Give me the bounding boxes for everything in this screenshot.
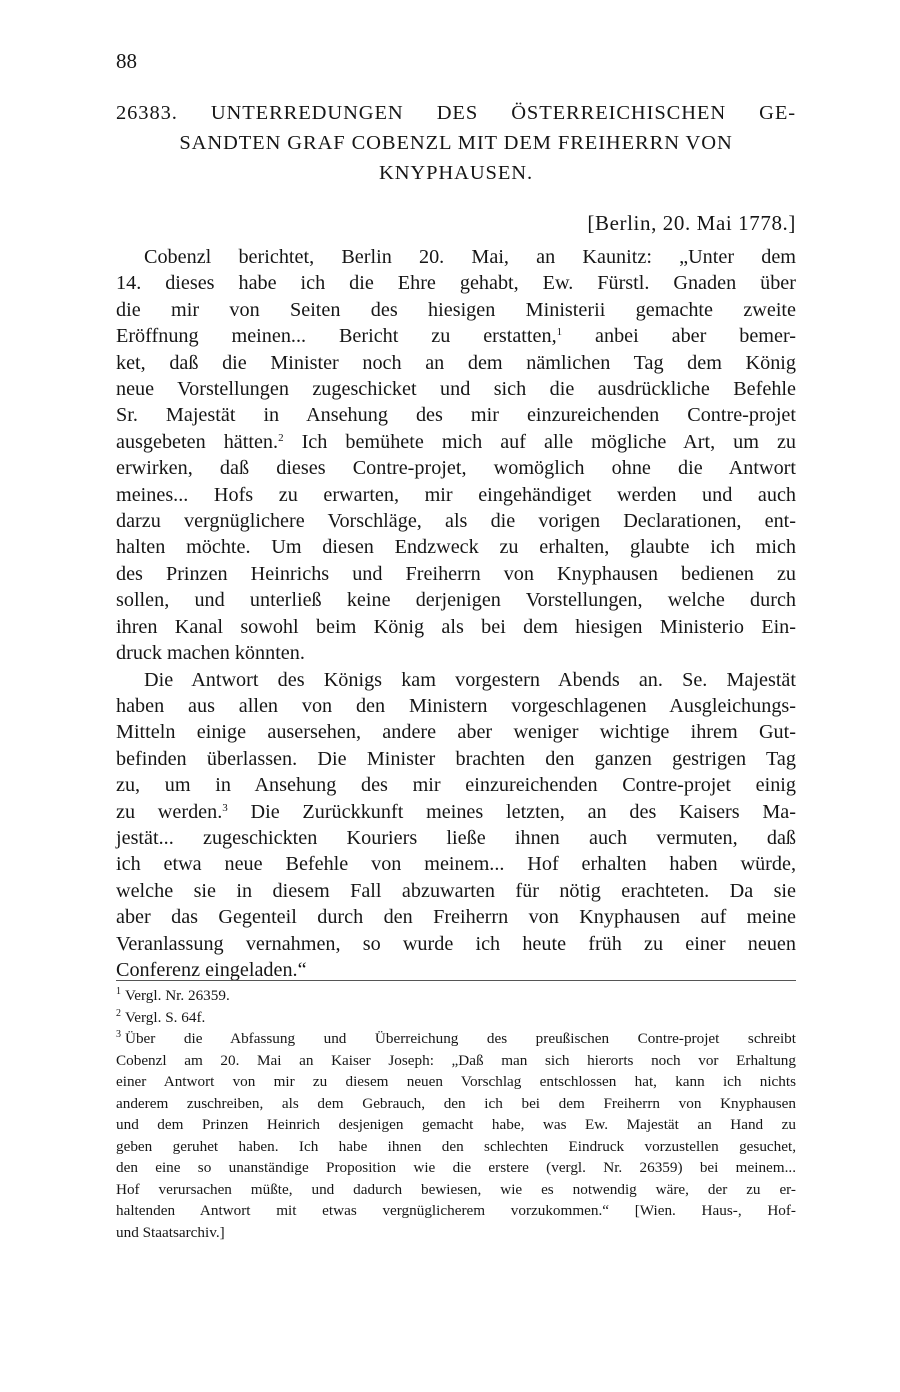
body-line: sollen, und unterließ keine derjenigen Vorstellungen, welche durch [116,589,796,612]
footnote-marker: 3 [222,801,228,814]
body-line [116,323,796,349]
body-line: ket, daß die Minister noch an dem nämlichen Tag dem König [116,351,796,374]
footnote-3-line: einer Antwort von mir zu diesem neuen Vorschlag entschlossen hat, kann ich nichts [116,1073,796,1090]
page-number: 88 [116,49,137,73]
body-line: ich etwa neue Befehle von meinem... Hof erhalten haben würde, [116,853,796,876]
body-line: haben aus allen von den Ministern vorgeschlagenen Ausgleichungs- [116,694,796,717]
footnote-marker: 1 [556,326,563,339]
footnote-3-line: geben geruhet haben. Ich habe ihnen den schlechten Eindruck vorzustellen gesuchet, [116,1137,796,1155]
document-heading [116,98,796,188]
body-line: aber das Gegenteil durch den Freiherrn von Knyphausen auf meine [116,906,796,929]
body-line: Sr. Majestät in Ansehung des mir einzureichenden Contre-projet [116,404,796,427]
body-line: welche sie in diesem Fall abzuwarten für nötig erachteten. Da sie [116,879,796,902]
body-text-segment: zu werden. [116,800,223,823]
footnote-3-line [116,1028,796,1050]
body-line: ihren Kanal sowohl beim König als bei dem hiesigen Ministerio Ein- [116,615,796,638]
body-line [116,799,796,825]
body-line: halten möchte. Um diesen Endzweck zu erhalten, glaubte ich mich [116,536,796,559]
body-line: Cobenzl berichtet, Berlin 20. Mai, an Kaunitz: „Unter dem [144,246,796,268]
body-text-segment: ausgebeten hätten. [116,430,279,453]
body-line: neue Vorstellungen zugeschicket und sich die ausdrückliche Befehle [116,378,796,401]
footnote-divider [116,980,796,981]
body-line: die mir von Seiten des hiesigen Ministerii gemachte zweite [116,298,796,321]
footnote-number: 2 [116,1007,121,1019]
footnote-2 [116,1007,796,1029]
footnote-1 [116,985,796,1007]
heading-line-2: SANDTEN GRAF COBENZL MIT DEM FREIHERRN VON [179,132,733,154]
footnote-3-line: den eine so unanständige Proposition wie die erstere (vergl. Nr. 26359) bei meinem... [116,1159,796,1176]
footnote-text: Vergl. S. 64f. [125,1008,206,1026]
body-line: 14. dieses habe ich die Ehre gehabt, Ew. Fürstl. Gnaden über [116,272,796,295]
body-line: darzu vergnüglichere Vorschläge, als die vorigen Declarationen, ent- [116,510,796,533]
body-line: zu, um in Ansehung des mir einzureichenden Contre-projet einig [116,774,796,797]
footnotes [116,985,796,1243]
footnote-3-line: und dem Prinzen Heinrich desjenigen gemacht habe, was Ew. Majestät an Hand zu [116,1116,796,1133]
footnote-3-line: und Staatsarchiv.] [116,1223,225,1241]
footnote-text: Über die Abfassung und Überreichung des preußischen Contre-projet schreibt [125,1030,796,1047]
footnote-3-line: Cobenzl am 20. Mai an Kaiser Joseph: „Daß man sich hierorts noch vor Erhaltung [116,1051,796,1069]
footnote-text: Vergl. Nr. 26359. [125,987,230,1004]
body-text-segment: Ich bemühete mich auf alle mögliche Art, um zu [301,430,796,453]
body-text-segment: Die Zurückkunft meines letzten, an des Kaisers Ma- [250,800,796,823]
footnote-number: 3 [116,1029,121,1040]
body-line [116,429,796,455]
footnote-marker: 2 [278,431,284,444]
footnote-3-line: haltenden Antwort mit etwas vergnüglicherem vorzukommen.“ [Wien. Haus-, Hof- [116,1202,796,1219]
footnote-number: 1 [116,986,121,997]
body-text [116,244,796,983]
body-line: Mitteln einige ausersehen, andere aber weniger wichtige ihrem Gut- [116,721,796,744]
heading-line-3: KNYPHAUSEN. [379,162,533,184]
body-text-segment: anbei aber bemer- [595,325,797,348]
body-text-segment: Eröffnung meinen... Bericht zu erstatten, [116,325,557,348]
body-line: Conferenz eingeladen.“ [116,958,307,981]
dateline: [Berlin, 20. Mai 1778.] [587,211,796,235]
body-line: des Prinzen Heinrichs und Freiherrn von Knyphausen bedienen zu [116,562,796,585]
body-line: erwirken, daß dieses Contre-projet, womöglich ohne die Antwort [116,457,796,480]
footnote-3-line: Hof verursachen müßte, und dadurch bewiesen, wie es notwendig wäre, der zu er- [116,1180,796,1198]
body-line: Veranlassung vernahmen, so wurde ich heute früh zu einer neuen [116,932,796,955]
body-line: meines... Hofs zu erwarten, mir eingehändiget werden und auch [116,483,796,506]
heading-line-1: 26383. UNTERREDUNGEN DES ÖSTERREICHISCHEN GE- [116,102,796,124]
body-line: druck machen könnten. [116,642,305,665]
footnote-3-line: anderem zuschreiben, als dem Gebrauch, den ich bei dem Freiherrn von Knyphausen [116,1094,796,1112]
body-line: befinden überlassen. Die Minister brachten den ganzen gestrigen Tag [116,747,796,770]
body-line: jestät... zugeschickten Kouriers ließe ihnen auch vermuten, daß [116,826,796,849]
body-line: Die Antwort des Königs kam vorgestern Abends an. Se. Majestät [144,668,796,691]
